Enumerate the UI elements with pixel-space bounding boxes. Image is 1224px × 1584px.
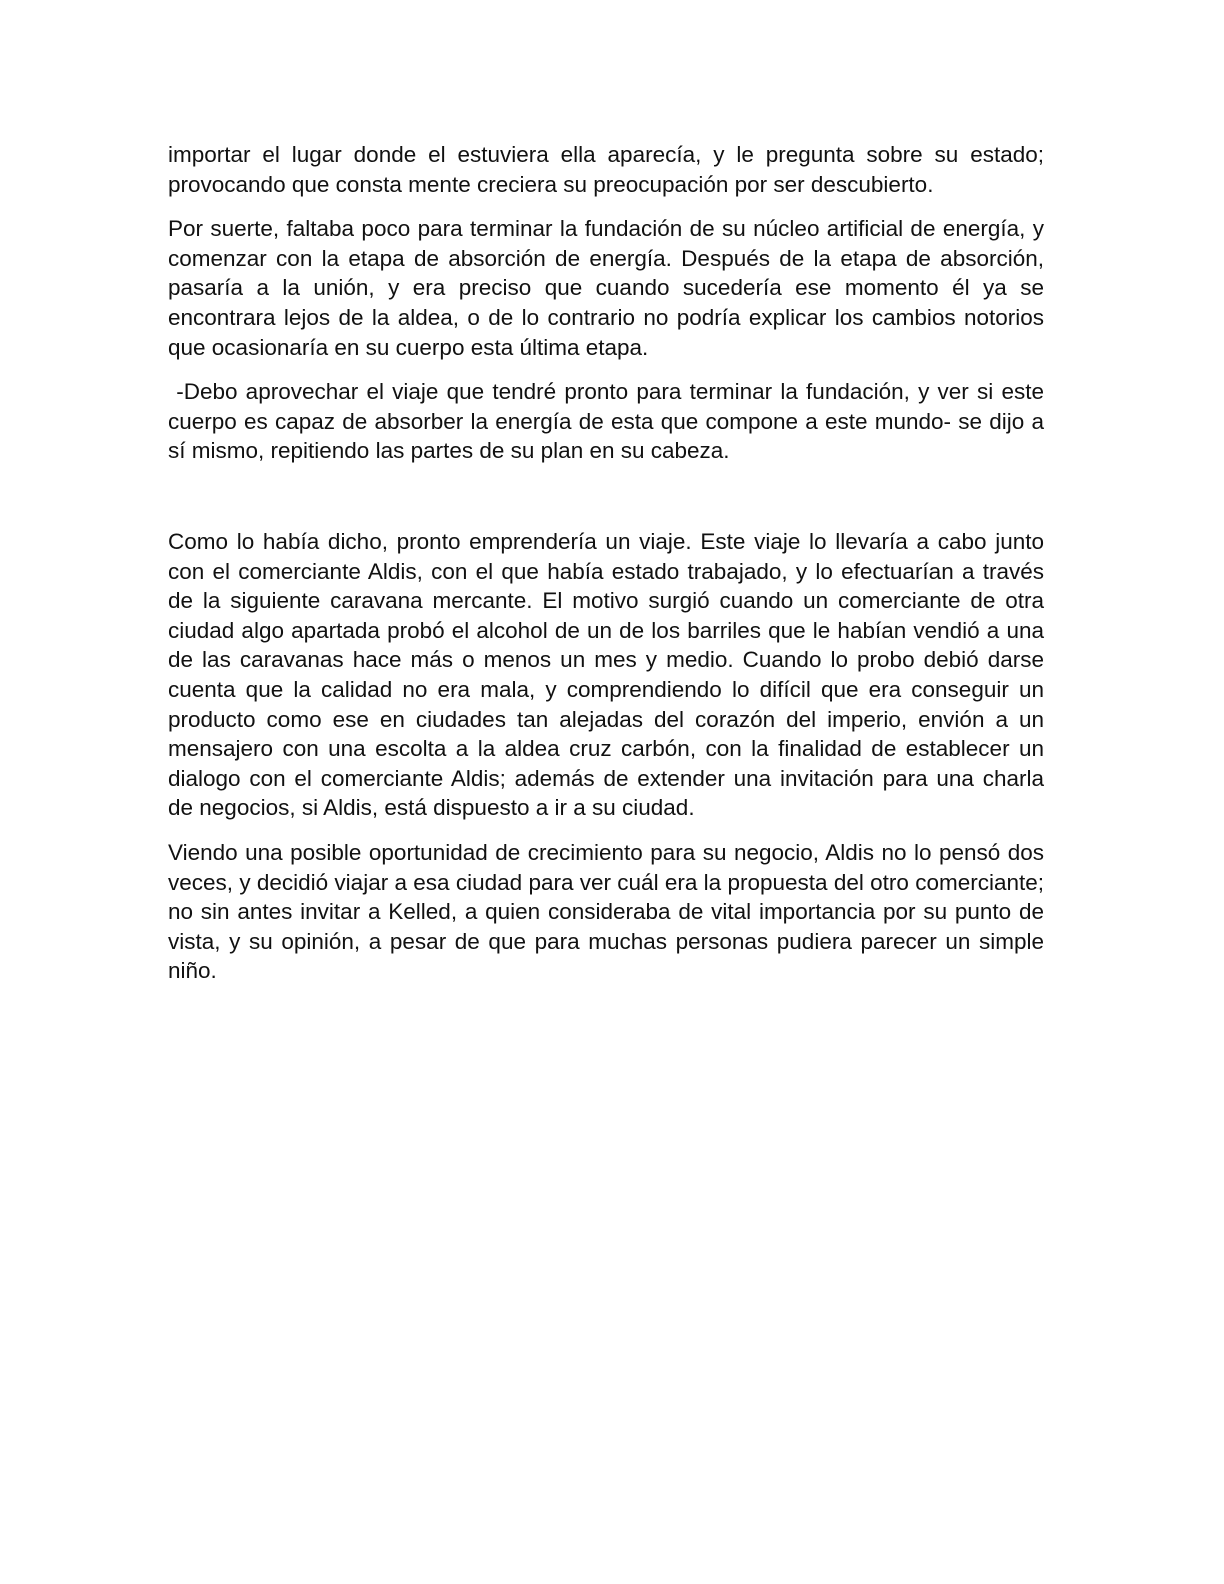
paragraph-1: importar el lugar donde el estuviera ella aparecía, y le pregunta sobre su estado; provocando que consta mente creciera su preocupación por ser descubierto. bbox=[168, 142, 1044, 197]
text-section-2 bbox=[168, 527, 1044, 1001]
text-section-1 bbox=[168, 140, 1051, 481]
paragraph-5: Viendo una posible oportunidad de crecimiento para su negocio, Aldis no lo pensó dos veces, y decidió viajar a esa ciudad para ver cuál era la propuesta del otro comerciante; no sin antes invitar a Kelled, a quien consideraba de vital importancia por su punto de vista, y su opinión, a pesar de que para muchas personas pudiera parecer un simple niño. bbox=[168, 839, 1044, 984]
paragraph-2: Por suerte, faltaba poco para terminar la fundación de su núcleo artificial de energía, y comenzar con la etapa de absorción de energía. Después de la etapa de absorción, pasaría a la unión, y era preciso que cuando sucedería ese momento él ya se encontrara lejos de la aldea, o de lo contrario no podría explicar los cambios notorios que ocasionaría en su cuerpo esta última etapa. bbox=[168, 216, 1044, 360]
paragraph-3: -Debo aprovechar el viaje que tendré pronto para terminar la fundación, y ver si este cuerpo es capaz de absorber la energía de esta que compone a este mundo- se dijo a sí mismo, repitiendo las partes de su plan en su cabeza. bbox=[168, 379, 1051, 464]
paragraph-4: Como lo había dicho, pronto emprendería un viaje. Este viaje lo llevaría a cabo junto con el comerciante Aldis, con el que había estado trabajado, y lo efectuarían a través de la siguiente caravana mercante. El motivo surgió cuando un comerciante de otra ciudad algo apartada probó el alcohol de un de los barriles que le habían vendió a una de las caravanas hace más o menos un mes y medio. Cuando lo probo debió darse cuenta que la calidad no era mala, y comprendiendo lo difícil que era conseguir un producto como ese en ciudades tan alejadas del corazón del imperio, envión a un mensajero con una escolta a la aldea cruz carbón, con la finalidad de establecer un dialogo con el comerciante Aldis; además de extender una invitación para una charla de negocios, si Aldis, está dispuesto a ir a su ciudad. bbox=[168, 529, 1044, 821]
